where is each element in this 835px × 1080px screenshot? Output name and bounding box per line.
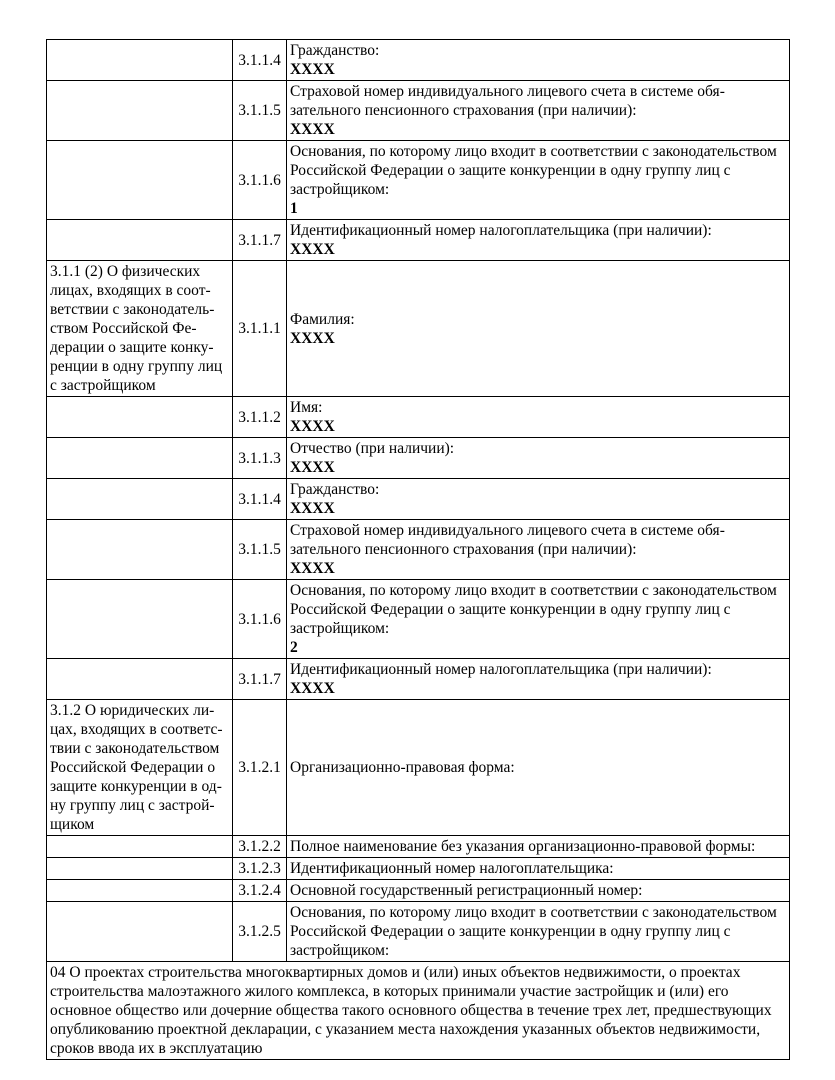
field-label: Основной государственный регистрационный номер: <box>290 882 643 899</box>
section-cell <box>47 520 233 580</box>
table-row <box>47 962 790 1060</box>
table-row <box>47 220 790 261</box>
field-label: Фамилия: <box>290 310 355 328</box>
field-cell <box>287 836 790 858</box>
table-row <box>47 438 790 479</box>
section-cell <box>47 880 233 902</box>
field-cell <box>287 659 790 700</box>
field-cell <box>287 902 790 962</box>
table-row <box>47 40 790 81</box>
field-label: Основания, по которому лицо входит в соответствии с законодательством Российской Федерации о защите конкуренции в одну группу лиц с застройщиком: <box>290 582 777 637</box>
table-row <box>47 520 790 580</box>
item-number: 3.1.1.7 <box>233 659 287 700</box>
item-number: 3.1.2.4 <box>233 880 287 902</box>
field-label: Полное наименование без указания организационно-правовой формы: <box>290 838 756 855</box>
table-row <box>47 580 790 659</box>
field-cell <box>287 141 790 220</box>
item-number: 3.1.1.2 <box>233 397 287 438</box>
field-cell <box>287 40 790 81</box>
table-row <box>47 858 790 880</box>
field-value: 2 <box>290 639 298 656</box>
section-cell <box>47 397 233 438</box>
section-cell <box>47 479 233 520</box>
field-cell <box>287 261 790 397</box>
section-cell <box>47 858 233 880</box>
table-row <box>47 479 790 520</box>
table-row <box>47 836 790 858</box>
table-row <box>47 700 790 836</box>
item-number: 3.1.1.1 <box>233 261 287 397</box>
item-number: 3.1.1.4 <box>233 40 287 81</box>
field-cell <box>287 81 790 141</box>
field-cell <box>287 220 790 261</box>
field-value: XXXX <box>290 680 335 697</box>
field-cell <box>287 520 790 580</box>
table-row <box>47 261 790 397</box>
field-cell <box>287 880 790 902</box>
section-cell <box>47 580 233 659</box>
table-row <box>47 141 790 220</box>
section-cell <box>47 220 233 261</box>
item-number: 3.1.1.7 <box>233 220 287 261</box>
field-cell <box>287 397 790 438</box>
field-cell <box>287 580 790 659</box>
section-cell: 3.1.1 (2) О физических лицах, входящих в соответствии с законодательством Российской Федерации о защите конкуренции в одну группу лиц с застройщиком <box>47 261 233 397</box>
field-value: XXXX <box>290 459 335 476</box>
section-cell <box>47 902 233 962</box>
table-row <box>47 880 790 902</box>
table-row <box>47 902 790 962</box>
item-number: 3.1.1.5 <box>233 81 287 141</box>
field-label: Гражданство: <box>290 42 380 59</box>
field-cell <box>287 700 790 836</box>
field-value: XXXX <box>290 560 335 577</box>
field-value: XXXX <box>290 61 335 78</box>
field-label: Имя: <box>290 399 323 416</box>
item-number: 3.1.1.6 <box>233 141 287 220</box>
field-label: Страховой номер индивидуального лицевого счета в системе обязательного пенсионного страхования (при наличии): <box>290 83 725 119</box>
item-number: 3.1.2.5 <box>233 902 287 962</box>
item-number: 3.1.1.4 <box>233 479 287 520</box>
field-label: Идентификационный номер налогоплательщика (при наличии): <box>290 222 712 239</box>
field-cell <box>287 438 790 479</box>
section-cell <box>47 81 233 141</box>
field-label: Основания, по которому лицо входит в соответствии с законодательством Российской Федерации о защите конкуренции в одну группу лиц с застройщиком: <box>290 143 777 198</box>
declaration-table <box>46 39 790 1060</box>
item-number: 3.1.2.2 <box>233 836 287 858</box>
item-number: 3.1.1.6 <box>233 580 287 659</box>
field-label: Идентификационный номер налогоплательщика (при наличии): <box>290 661 712 678</box>
field-value: 1 <box>290 200 298 217</box>
field-cell <box>287 479 790 520</box>
item-number: 3.1.2.3 <box>233 858 287 880</box>
table-row <box>47 397 790 438</box>
field-label: Гражданство: <box>290 481 380 498</box>
item-number: 3.1.1.5 <box>233 520 287 580</box>
section-cell <box>47 659 233 700</box>
section-cell <box>47 141 233 220</box>
item-number: 3.1.2.1 <box>233 700 287 836</box>
field-label: Страховой номер индивидуального лицевого счета в системе обязательного пенсионного страхования (при наличии): <box>290 522 725 558</box>
table-row <box>47 81 790 141</box>
section-04-heading: 04 О проектах строительства многоквартирных домов и (или) иных объектов недвижимости, о проектах строительства малоэтажного жилого комплекса, в которых принимали участие застройщик и (или) его основное общество или дочерние общества такого основного общества в течение трех лет, предшествующих опубликованию проектной декларации, с указанием места нахождения указанных объектов недвижимости, сроков ввода их в эксплуатацию <box>47 962 790 1060</box>
field-value: XXXX <box>290 500 335 517</box>
section-cell <box>47 438 233 479</box>
field-label: Организационно-правовая форма: <box>290 759 515 776</box>
section-cell: 3.1.2 О юридических лицах, входящих в соответствии с законодательством Российской Федерации о защите конкуренции в одну группу лиц с застройщиком <box>47 700 233 836</box>
field-value: XXXX <box>290 329 335 347</box>
section-cell <box>47 836 233 858</box>
field-value: XXXX <box>290 241 335 258</box>
item-number: 3.1.1.3 <box>233 438 287 479</box>
table-row <box>47 659 790 700</box>
field-value: XXXX <box>290 121 335 138</box>
field-label: Отчество (при наличии): <box>290 440 455 457</box>
field-value: XXXX <box>290 418 335 435</box>
section-cell <box>47 40 233 81</box>
field-cell <box>287 858 790 880</box>
field-label: Основания, по которому лицо входит в соответствии с законодательством Российской Федерации о защите конкуренции в одну группу лиц с застройщиком: <box>290 904 777 959</box>
field-label: Идентификационный номер налогоплательщика: <box>290 860 614 877</box>
